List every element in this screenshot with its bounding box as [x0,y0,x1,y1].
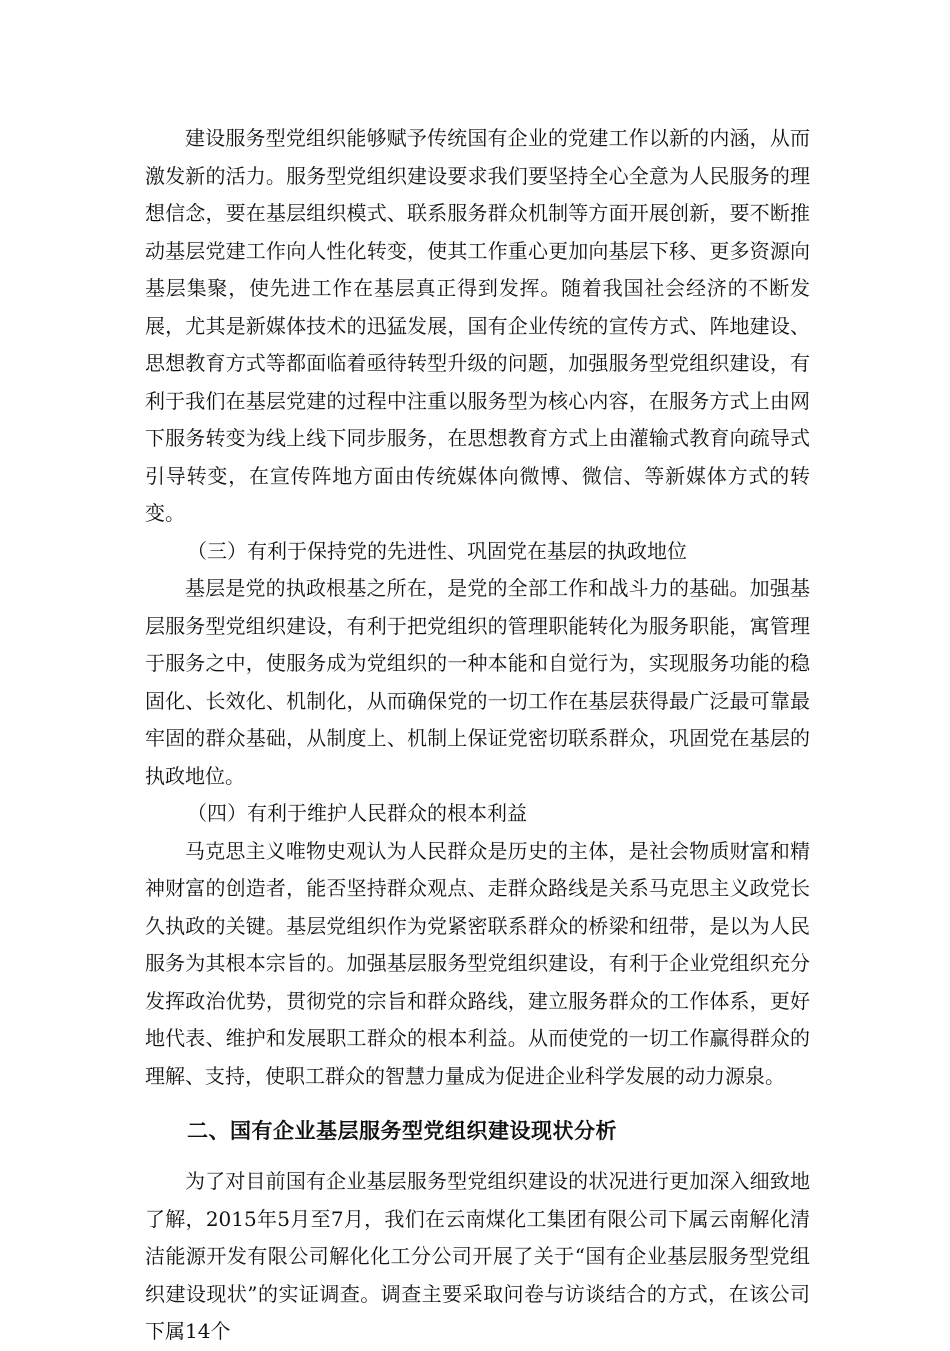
body-paragraph: 建设服务型党组织能够赋予传统国有企业的党建工作以新的内涵，从而激发新的活力。服务型党组织建设要求我们要坚持全心全意为人民服务的理想信念，要在基层组织模式、联系服务群众机制等方面开展创新，要不断推动基层党建工作向人性化转变，使其工作重心更加向基层下移、更多资源向基层集聚，使先进工作在基层真正得到发挥。随着我国社会经济的不断发展，尤其是新媒体技术的迅猛发展，国有企业传统的宣传方式、阵地建设、思想教育方式等都面临着亟待转型升级的问题，加强服务型党组织建设，有利于我们在基层党建的过程中注重以服务型为核心内容，在服务方式上由网下服务转变为线上线下同步服务，在思想教育方式上由灌输式教育向疏导式引导转变，在宣传阵地方面由传统媒体向微博、微信、等新媒体方式的转变。 [145,126,810,525]
document-page [145,120,810,1351]
body-paragraph: 为了对目前国有企业基层服务型党组织建设的状况进行更加深入细致地了解，2015年5月至7月，我们在云南煤化工集团有限公司下属云南解化清洁能源开发有限公司解化化工分公司开展了关于“国有企业基层服务型党组织建设现状”的实证调查。调查主要采取问卷与访谈结合的方式，在该公司下属14个 [145,1169,810,1343]
body-paragraph: 马克思主义唯物史观认为人民群众是历史的主体，是社会物质财富和精神财富的创造者，能否坚持群众观点、走群众路线是关系马克思主义政党长久执政的关键。基层党组织作为党紧密联系群众的桥梁和纽带，是以为人民服务为其根本宗旨的。加强基层服务型党组织建设，有利于企业党组织充分发挥政治优势，贯彻党的宗旨和群众路线，建立服务群众的工作体系，更好地代表、维护和发展职工群众的根本利益。从而使党的一切工作赢得群众的理解、支持，使职工群众的智慧力量成为促进企业科学发展的动力源泉。 [145,838,810,1088]
section-heading: 二、国有企业基层服务型党组织建设现状分析 [187,1119,617,1143]
subheading-three: （三）有利于保持党的先进性、巩固党在基层的执政地位 [187,538,687,563]
body-paragraph: 基层是党的执政根基之所在，是党的全部工作和战斗力的基础。加强基层服务型党组织建设，有利于把党组织的管理职能转化为服务职能，寓管理于服务之中，使服务成为党组织的一种本能和自觉行为，实现服务功能的稳固化、长效化、机制化，从而确保党的一切工作在基层获得最广泛最可靠最牢固的群众基础，从制度上、机制上保证党密切联系群众，巩固党在基层的执政地位。 [145,576,810,788]
subheading-four: （四）有利于维护人民群众的根本利益 [187,801,527,825]
